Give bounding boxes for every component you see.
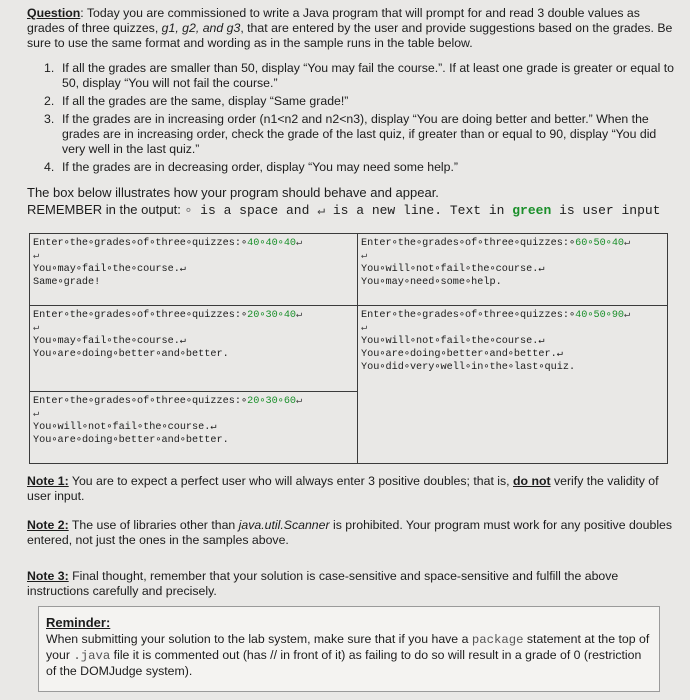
java-extension: .java (73, 648, 111, 663)
note-2-label: Note 2: (27, 518, 69, 532)
green-word: green (512, 203, 552, 218)
note-1: Note 1: You are to expect a perfect user who will always enter 3 positive doubles; that is, do not verify the validity of user input. (27, 474, 659, 503)
note-2: Note 2: The use of libraries other than java.util.Scanner is prohibited. Your program must work for any positive doubles entered, not just the ones in the samples above. (27, 518, 673, 547)
space-symbol: ∘ (184, 203, 193, 218)
requirements-list (44, 61, 676, 178)
requirement-item: 1. If all the grades are smaller than 50, display “You may fail the course.”. If at least one grade is greater or equal to 50, display “You will not fail the course.” (44, 61, 674, 90)
user-input: 40∘50∘90 (575, 310, 625, 321)
sample-run-1: Enter∘the∘grades∘of∘three∘quizzes:∘40∘40∘40↵ ↵ You∘may∘fail∘the∘course.↵ Same∘grade! (30, 234, 358, 306)
user-input: 20∘30∘60 (247, 396, 297, 407)
question-label: Question (27, 6, 81, 20)
newline-symbol: ↵ (317, 203, 326, 218)
sample-run-3: Enter∘the∘grades∘of∘three∘quizzes:∘20∘30∘40↵ ↵ You∘may∘fail∘the∘course.↵ You∘are∘doing∘better∘and∘better. (30, 306, 358, 392)
sample-runs-table (29, 233, 668, 464)
remember-line: REMEMBER in the output: ∘ is a space and ↵ is a new line. Text in green is user input (27, 202, 661, 218)
note-3-label: Note 3: (27, 569, 69, 583)
requirement-item: 3. If the grades are in increasing order (n1<n2 and n2<n3), display “You are doing better and better.” When the grades are in increasing order, check the grade of the last quiz, if greater than or equal to 90, display “You did very well in the last quiz.” (44, 112, 657, 156)
sample-run-4: Enter∘the∘grades∘of∘three∘quizzes:∘40∘50∘90↵ ↵ You∘will∘not∘fail∘the∘course.↵ You∘are∘doing∘better∘and∘better.↵ You∘did∘very∘well∘in∘the∘last∘quiz. (358, 306, 668, 464)
do-not-emphasis: do not (513, 474, 551, 488)
question-paragraph: Question: Today you are commissioned to write a Java program that will prompt for and read 3 double values as grades of three quizzes, g1, g2, and g3, that are entered by the user and provide suggestions based on the grades. Be sure to use the same format and wording as in the sample runs in the table below. (27, 6, 673, 50)
user-input: 40∘40∘40 (247, 238, 297, 249)
grade-variables: g1, g2, and g3 (161, 21, 241, 35)
allowed-library: java.util.Scanner (238, 518, 330, 532)
requirement-item: 4. If the grades are in decreasing order, display “You may need some help.” (44, 160, 459, 174)
requirement-item: 2. If all the grades are the same, display “Same grade!” (44, 94, 349, 108)
user-input: 60∘50∘40 (575, 238, 625, 249)
package-keyword: package (471, 632, 524, 647)
box-intro: The box below illustrates how your program should behave and appear. (27, 185, 439, 200)
sample-run-5: Enter∘the∘grades∘of∘three∘quizzes:∘20∘30∘60↵ ↵ You∘will∘not∘fail∘the∘course.↵ You∘are∘doing∘better∘and∘better. (30, 392, 668, 464)
reminder-title: Reminder: (46, 615, 111, 630)
reminder-box: Reminder: When submitting your solution to the lab system, make sure that if you have a package statement at the top of your .java file it is commented out (has // in front of it) as failing to do so will result in a grade of 0 (restriction of the DOMJudge system). (38, 606, 660, 692)
sample-run-2: Enter∘the∘grades∘of∘three∘quizzes:∘60∘50∘40↵ ↵ You∘will∘not∘fail∘the∘course.↵ You∘may∘need∘some∘help. (358, 234, 668, 306)
note-3: Note 3: Final thought, remember that your solution is case-sensitive and space-sensitive and fulfill the above instructions carefully and precisely. (27, 569, 619, 598)
note-1-label: Note 1: (27, 474, 69, 488)
user-input: 20∘30∘40 (247, 310, 297, 321)
